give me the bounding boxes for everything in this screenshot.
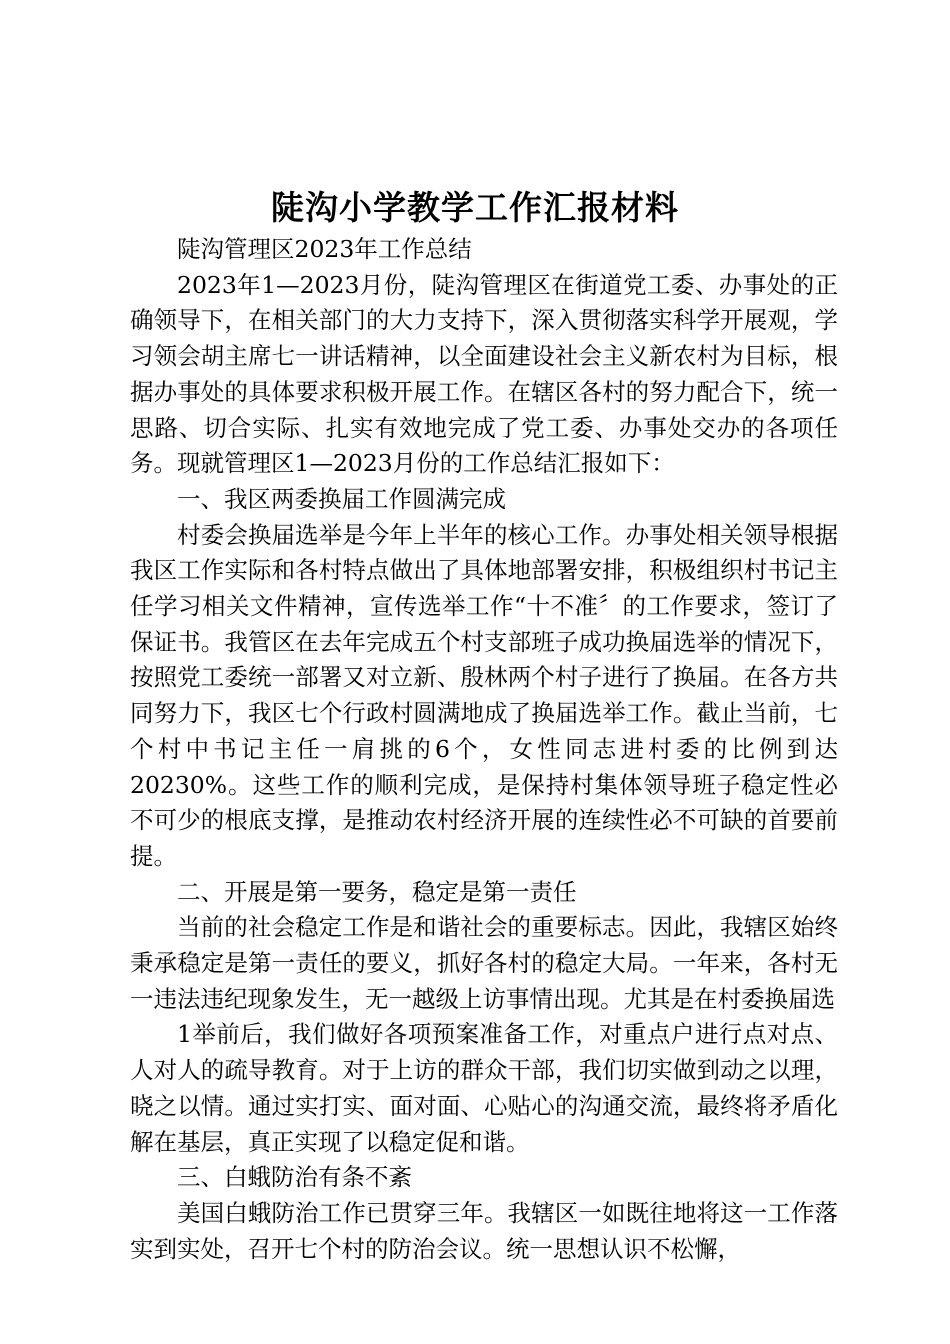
- document-title: 陡沟小学教学工作汇报材料: [271, 188, 679, 227]
- paragraph-section-2b: 1举前后，我们做好各项预案准备工作，对重点户进行点对点、人对人的疏导教育。对于上访的群众干部，我们切实做到动之以理，晓之以情。通过实打实、面对面、心贴心的沟通交流，最终将矛盾化解在基层，真正实现了以稳定促和谐。: [130, 1020, 838, 1156]
- paragraph-section-1: 村委会换届选举是今年上半年的核心工作。办事处相关领导根据我区工作实际和各村特点做出了具体地部署安排，积极组织村书记主任学习相关文件精神，宣传选举工作“十不准〞的工作要求，签订了保证书。我管区在去年完成五个村支部班子成功换届选举的情况下，按照党工委统一部署又对立新、殷林两个村子进行了换届。在各方共同努力下，我区七个行政村圆满地成了换届选举工作。截止当前，七个村中书记主任一肩挑的6个，女性同志进村委的比例到达20230%。这些工作的顺利完成，是保持村集体领导班子稳定性必不可少的根底支撑，是推动农村经济开展的连续性必不可缺的首要前提。: [130, 520, 838, 870]
- section-heading-3: 三、白蛾防治有条不紊: [177, 1163, 412, 1192]
- section-heading-2: 二、开展是第一要务，稳定是第一责任: [177, 877, 577, 906]
- section-heading-1: 一、我区两委换届工作圆满完成: [177, 484, 506, 513]
- paragraph-intro: 2023年1—2023月份，陡沟管理区在街道党工委、办事处的正确领导下，在相关部门的大力支持下，深入贯彻落实科学开展观，学习领会胡主席七一讲话精神，以全面建设社会主义新农村为目标，根据办事处的具体要求积极开展工作。在辖区各村的努力配合下，统一思路、切合实际、扎实有效地完成了党工委、办事处交办的各项任务。现就管理区1—2023月份的工作总结汇报如下：: [130, 270, 838, 478]
- document-body: [130, 232, 838, 1267]
- paragraph-section-3: 美国白蛾防治工作已贯穿三年。我辖区一如既往地将这一工作落实到实处，召开七个村的防治会议。统一思想认识不松懈，: [130, 1198, 838, 1263]
- paragraph-section-2a: 当前的社会稳定工作是和谐社会的重要标志。因此，我辖区始终秉承稳定是第一责任的要义，抓好各村的稳定大局。一年来，各村无一违法违纪现象发生，无一越级上访事情出现。尤其是在村委换届选: [130, 913, 838, 1013]
- paragraph-subtitle: 陡沟管理区2023年工作总结: [177, 235, 472, 263]
